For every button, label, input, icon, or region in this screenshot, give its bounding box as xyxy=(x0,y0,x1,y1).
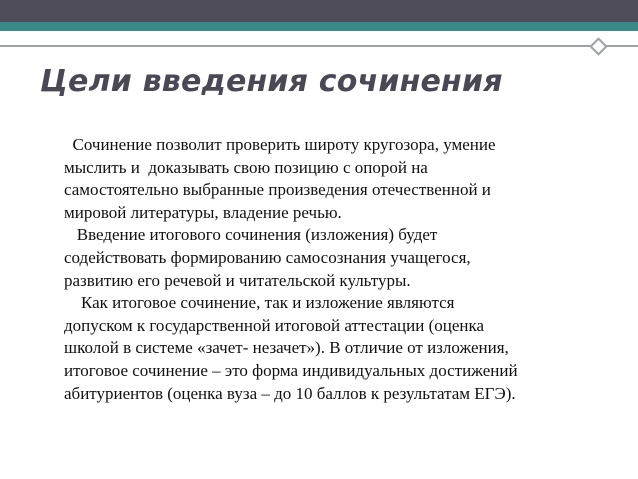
text-line: мыслить и доказывать свою позицию с опорой на xyxy=(64,157,428,177)
accent-band xyxy=(0,22,638,31)
divider-ornament xyxy=(589,37,607,55)
text-line: итоговое сочинение – это форма индивидуальных достижений xyxy=(64,360,518,380)
text-line: Введение итогового сочинения (изложения) будет xyxy=(64,225,438,245)
paragraph-2 xyxy=(64,224,624,292)
text-line: содействовать формированию самосознания учащегося, xyxy=(64,247,471,267)
slide-body xyxy=(64,134,624,405)
text-line: допуском к государственной итоговой аттестации (оценка xyxy=(64,315,485,335)
text-line: самостоятельно выбранные произведения отечественной и xyxy=(64,180,491,200)
paragraph-1 xyxy=(64,134,624,224)
text-line: школой в системе «зачет- незачет»). В отличие от изложения, xyxy=(64,338,509,358)
paragraph-3 xyxy=(64,292,624,405)
text-line: Сочинение позволит проверить широту кругозора, умение xyxy=(64,135,496,154)
slide-title: Цели введения сочинения xyxy=(40,64,503,99)
title-divider xyxy=(0,45,638,47)
text-line: мировой литературы, владение речью. xyxy=(64,202,342,222)
text-line: абитуриентов (оценка вуза – до 10 баллов к результатам ЕГЭ). xyxy=(64,383,516,403)
text-line: развитию его речевой и читательской культуры. xyxy=(64,270,411,290)
text-line: Как итоговое сочинение, так и изложение являются xyxy=(64,293,455,313)
header-band xyxy=(0,0,638,22)
